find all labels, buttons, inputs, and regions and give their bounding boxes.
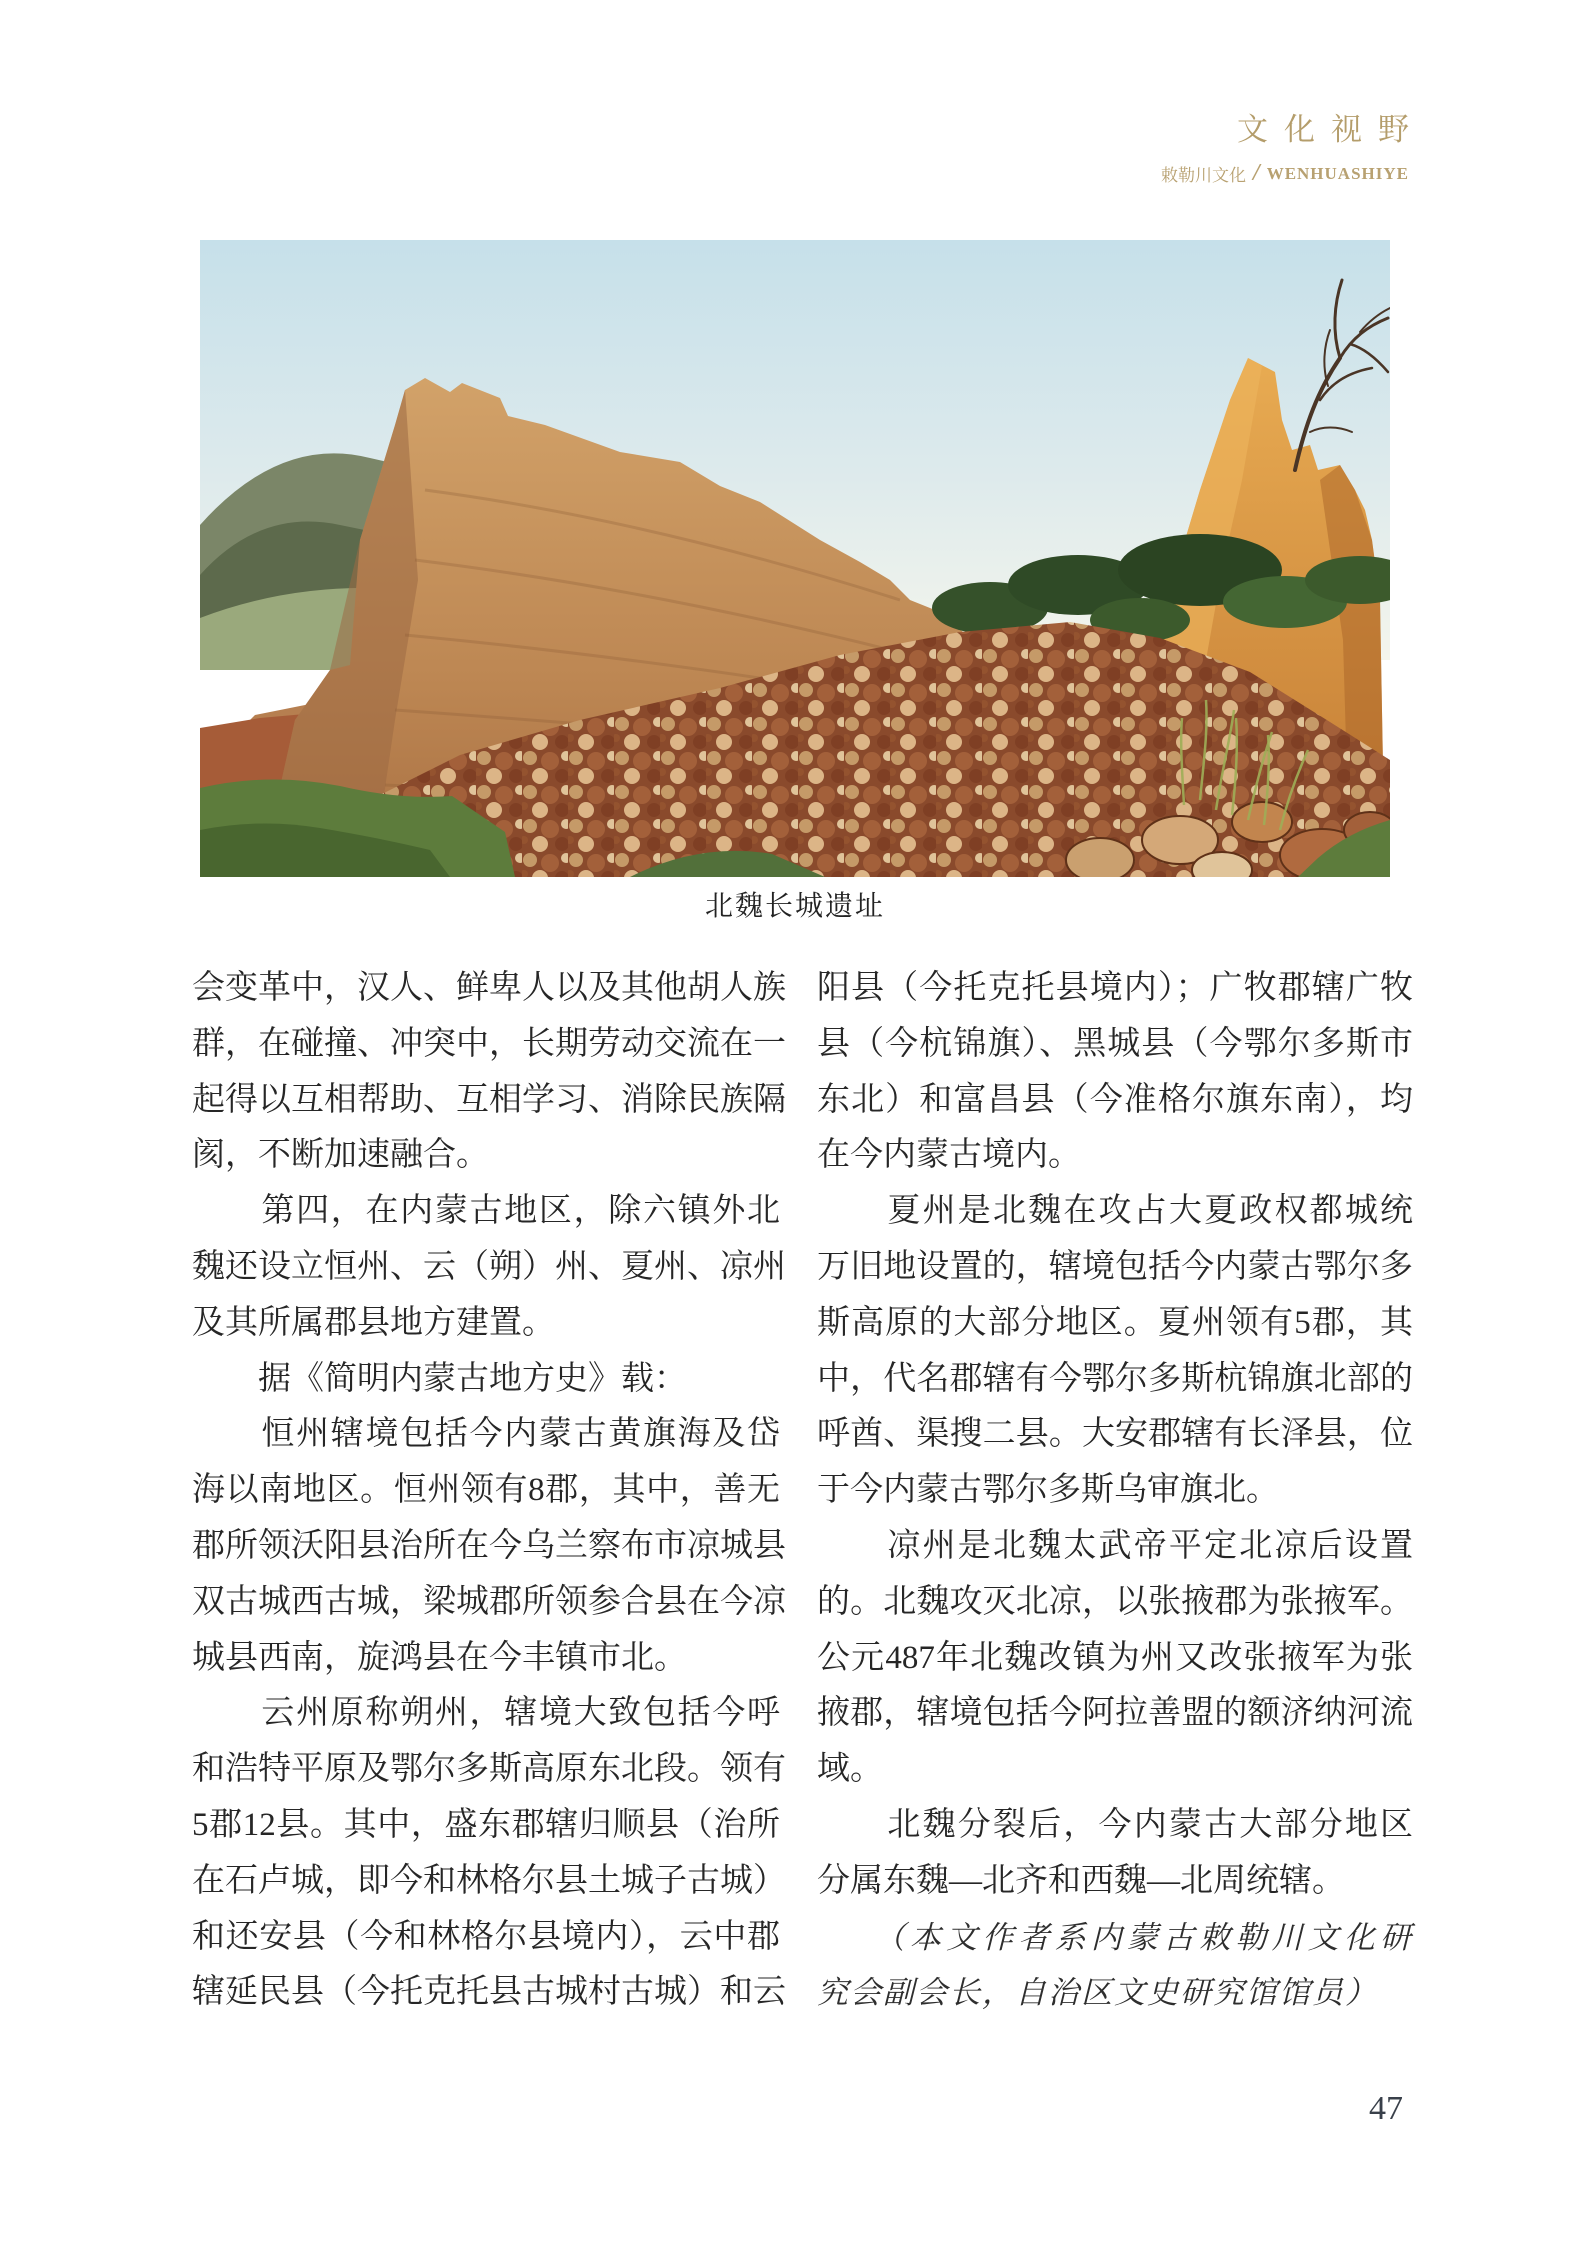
section-title: 文化视野 — [1237, 112, 1425, 147]
text-line: 呼酋、渠搜二县。大安郡辖有长泽县，位 — [817, 1416, 1413, 1453]
text-line: 魏还设立恒州、云（朔）州、夏州、凉州 — [192, 1248, 786, 1285]
text-line: 据《简明内蒙古地方史》载： — [192, 1360, 687, 1397]
text-line: （本文作者系内蒙古敕勒川文化研 — [817, 1919, 1413, 1955]
page-number: 47 — [1369, 2090, 1403, 2127]
subtitle-pinyin: WENHUASHIYE — [1266, 163, 1409, 183]
text-line: 会变革中，汉人、鲜卑人以及其他胡人族 — [192, 970, 786, 1006]
section-subtitle — [1161, 161, 1409, 186]
text-line: 郡所领沃阳县治所在今乌兰察布市凉城县 — [192, 1527, 786, 1564]
text-line: 于今内蒙古鄂尔多斯乌审旗北。 — [817, 1472, 1279, 1509]
text-line: 阳县（今托克托县境内）；广牧郡辖广牧 — [817, 970, 1413, 1006]
text-line: 在石卢城，即今和林格尔县土城子古城） — [192, 1862, 786, 1899]
text-line: 掖郡，辖境包括今阿拉善盟的额济纳河流 — [817, 1695, 1413, 1732]
text-line: 斯高原的大部分地区。夏州领有5郡，其 — [817, 1304, 1413, 1341]
text-line: 第四，在内蒙古地区，除六镇外北 — [192, 1193, 780, 1230]
page-header — [1161, 104, 1425, 186]
text-line: 县（今杭锦旗）、黑城县（今鄂尔多斯市 — [817, 1025, 1413, 1062]
text-line: 云州原称朔州，辖境大致包括今呼 — [192, 1695, 780, 1732]
text-line: 域。 — [817, 1751, 883, 1788]
right-column — [817, 961, 1413, 2021]
text-line: 5郡12县。其中，盛东郡辖归顺县（治所 — [192, 1806, 780, 1843]
text-line: 的。北魏攻灭北凉，以张掖郡为张掖军。 — [817, 1583, 1413, 1620]
text-line: 双古城西古城，梁城郡所领参合县在今凉 — [192, 1583, 786, 1620]
text-line: 万旧地设置的，辖境包括今内蒙古鄂尔多 — [817, 1248, 1413, 1285]
subtitle-chinese: 敕勒川文化 — [1161, 166, 1247, 185]
text-line: 恒州辖境包括今内蒙古黄旗海及岱 — [192, 1416, 780, 1453]
text-line: 城县西南，旋鸿县在今丰镇市北。 — [192, 1639, 687, 1676]
text-line: 公元487年北魏改镇为州又改张掖军为张 — [817, 1639, 1413, 1676]
ruins-photo-illustration — [200, 240, 1390, 877]
text-line: 在今内蒙古境内。 — [817, 1137, 1081, 1174]
subtitle-separator: / — [1253, 160, 1260, 186]
left-column — [192, 961, 786, 2021]
text-line: 东北）和富昌县（今准格尔旗东南），均 — [817, 1081, 1413, 1118]
text-line: 和还安县（今和林格尔县境内），云中郡 — [192, 1918, 780, 1955]
text-line: 究会副会长，自治区文史研究馆馆员） — [817, 1975, 1378, 2011]
photo-caption: 北魏长城遗址 — [704, 891, 885, 922]
text-line: 起得以互相帮助、互相学习、消除民族隔 — [192, 1081, 786, 1118]
text-line: 阂，不断加速融合。 — [192, 1137, 489, 1174]
article-body — [192, 961, 1413, 2041]
text-line: 凉州是北魏太武帝平定北凉后设置 — [817, 1527, 1413, 1564]
text-line: 中，代名郡辖有今鄂尔多斯杭锦旗北部的 — [817, 1360, 1413, 1397]
text-line: 辖延民县（今托克托县古城村古城）和云 — [192, 1974, 786, 2011]
text-line: 分属东魏—北齐和西魏—北周统辖。 — [817, 1862, 1345, 1899]
text-line: 和浩特平原及鄂尔多斯高原东北段。领有 — [192, 1751, 786, 1788]
ruins-photo — [200, 240, 1390, 877]
text-line: 海以南地区。恒州领有8郡，其中，善无 — [192, 1472, 780, 1509]
text-line: 及其所属郡县地方建置。 — [192, 1304, 555, 1341]
text-line: 北魏分裂后，今内蒙古大部分地区 — [817, 1806, 1413, 1843]
text-line: 群，在碰撞、冲突中，长期劳动交流在一 — [192, 1025, 786, 1062]
text-line: 夏州是北魏在攻占大夏政权都城统 — [817, 1193, 1413, 1230]
